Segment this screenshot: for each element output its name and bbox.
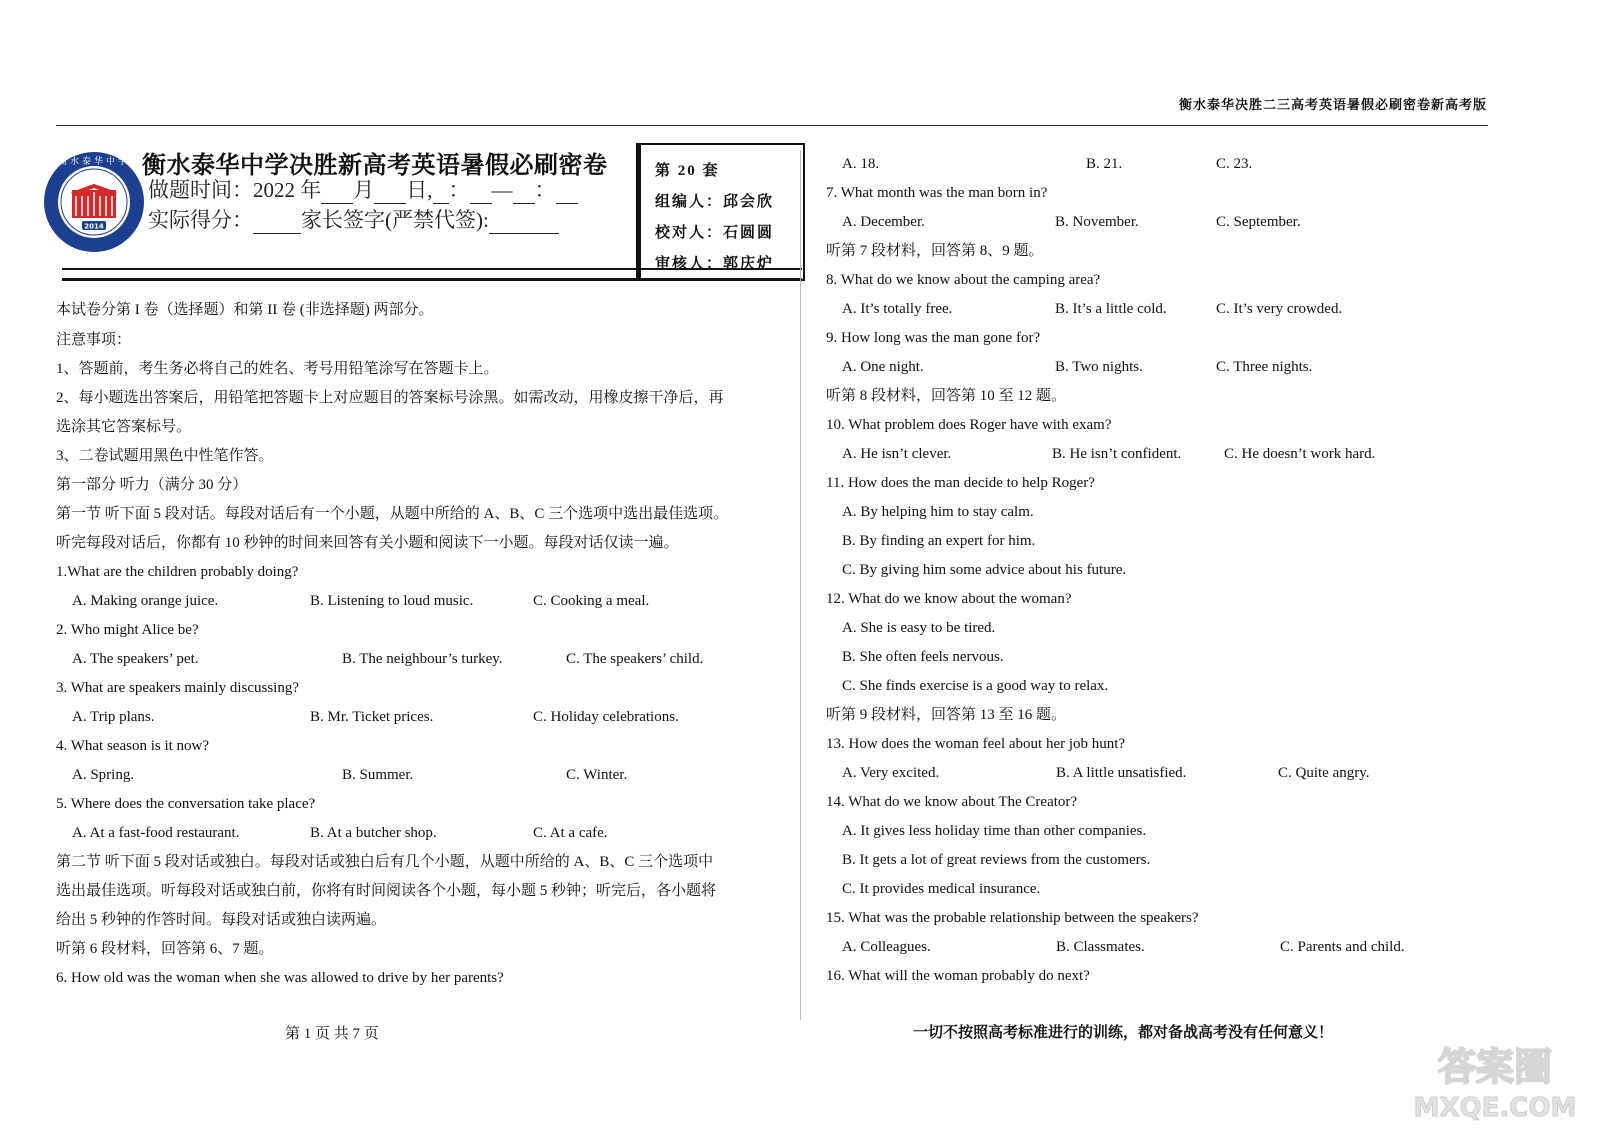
option-a: A. It’s totally free. bbox=[842, 301, 953, 317]
section-heading: 听第 8 段材料，回答第 10 至 12 题。 bbox=[826, 388, 1067, 404]
section-heading: 听第 6 段材料，回答第 6、7 题。 bbox=[56, 941, 274, 957]
option-b: B. She often feels nervous. bbox=[842, 649, 1004, 665]
question: 5. Where does the conversation take place? bbox=[56, 796, 316, 812]
option-a: A. He isn’t clever. bbox=[842, 446, 952, 462]
exam-title: 衡水泰华中学决胜新高考英语暑假必刷密卷 bbox=[142, 153, 608, 179]
option-b: B. 21. bbox=[1086, 156, 1123, 172]
instruction-line: 3、二卷试题用黑色中性笔作答。 bbox=[56, 448, 274, 464]
option-b: B. Listening to loud music. bbox=[310, 593, 474, 609]
option-a: A. Colleagues. bbox=[842, 939, 931, 955]
option-a: A. Trip plans. bbox=[72, 709, 155, 725]
time-line: 做题时间：2022 年 月 日, ： — ： bbox=[148, 174, 578, 204]
instruction-line: 本试卷分第 I 卷（选择题）和第 II 卷 (非选择题) 两部分。 bbox=[56, 302, 434, 318]
option-a: A. Making orange juice. bbox=[72, 593, 219, 609]
option-c: C. She finds exercise is a good way to relax. bbox=[842, 678, 1109, 694]
question: 1.What are the children probably doing? bbox=[56, 564, 299, 580]
option-c: C. 23. bbox=[1216, 156, 1253, 172]
column-divider bbox=[800, 150, 801, 1020]
footer-motto: 一切不按照高考标准进行的训练，都对备战高考没有任何意义！ bbox=[913, 1025, 1334, 1041]
header-double-rule bbox=[62, 268, 802, 281]
question: 7. What month was the man born in? bbox=[826, 185, 1048, 201]
option-a: A. She is easy to be tired. bbox=[842, 620, 996, 636]
option-b: B. At a butcher shop. bbox=[310, 825, 437, 841]
question: 9. How long was the man gone for? bbox=[826, 330, 1041, 346]
question: 6. How old was the woman when she was allowed to drive by her parents? bbox=[56, 970, 504, 986]
instruction-line: 听完每段对话后，你都有 10 秒钟的时间来回答有关小题和阅读下一小题。每段对话仅读一遍。 bbox=[56, 535, 679, 551]
instruction-line: 1、答题前，考生务必将自己的姓名、考号用铅笔涂写在答题卡上。 bbox=[56, 361, 499, 377]
instruction-line: 注意事项： bbox=[56, 332, 132, 348]
option-c: C. He doesn’t work hard. bbox=[1224, 446, 1376, 462]
option-c: C. Winter. bbox=[566, 767, 628, 783]
svg-text:2014: 2014 bbox=[84, 222, 104, 231]
option-c: C. Holiday celebrations. bbox=[533, 709, 679, 725]
instruction-line: 选出最佳选项。听每段对话或独白前，你将有时间阅读各个小题，每小题 5 秒钟；听完后，各小题将 bbox=[56, 883, 717, 899]
question: 13. How does the woman feel about her job hunt? bbox=[826, 736, 1126, 752]
option-c: C. Quite angry. bbox=[1278, 765, 1370, 781]
info-box bbox=[639, 143, 805, 281]
option-c: C. Parents and child. bbox=[1280, 939, 1405, 955]
option-b: B. He isn’t confident. bbox=[1052, 446, 1182, 462]
option-a: A. Very excited. bbox=[842, 765, 940, 781]
instruction-line: 第一节 听下面 5 段对话。每段对话后有一个小题，从题中所给的 A、B、C 三个选项中选出最佳选项。 bbox=[56, 506, 729, 522]
instruction-line: 选涂其它答案标号。 bbox=[56, 419, 192, 435]
instruction-line: 第二节 听下面 5 段对话或独白。每段对话或独白后有几个小题，从题中所给的 A、B、C 三个选项中 bbox=[56, 854, 714, 870]
question: 10. What problem does Roger have with exam? bbox=[826, 417, 1112, 433]
instruction-line: 给出 5 秒钟的作答时间。每段对话或独白读两遍。 bbox=[56, 912, 387, 928]
question: 3. What are speakers mainly discussing? bbox=[56, 680, 299, 696]
option-c: C. It’s very crowded. bbox=[1216, 301, 1343, 317]
option-a: A. December. bbox=[842, 214, 925, 230]
option-a: A. One night. bbox=[842, 359, 924, 375]
option-c: C. Cooking a meal. bbox=[533, 593, 650, 609]
watermark-logo bbox=[1411, 1036, 1579, 1124]
svg-text:答案圈: 答案圈 bbox=[1437, 1045, 1553, 1089]
svg-text:MXQE.COM: MXQE.COM bbox=[1413, 1093, 1577, 1123]
svg-text:衡水泰华中学: 衡水泰华中学 bbox=[57, 157, 131, 167]
question: 11. How does the man decide to help Roger? bbox=[826, 475, 1095, 491]
option-a: A. It gives less holiday time than other companies. bbox=[842, 823, 1147, 839]
option-c: C. September. bbox=[1216, 214, 1301, 230]
option-b: B. Summer. bbox=[342, 767, 414, 783]
option-c: C. It provides medical insurance. bbox=[842, 881, 1041, 897]
option-b: B. Classmates. bbox=[1056, 939, 1145, 955]
section-heading: 听第 7 段材料，回答第 8、9 题。 bbox=[826, 243, 1044, 259]
editor: 组编人：邱会欣 bbox=[655, 194, 775, 210]
page-number: 第 1 页 共 7 页 bbox=[285, 1026, 379, 1042]
checker: 校对人：石圆圆 bbox=[655, 225, 775, 241]
option-b: B. November. bbox=[1055, 214, 1139, 230]
question: 4. What season is it now? bbox=[56, 738, 210, 754]
option-b: B. A little unsatisfied. bbox=[1056, 765, 1187, 781]
option-a: A. Spring. bbox=[72, 767, 135, 783]
option-a: A. By helping him to stay calm. bbox=[842, 504, 1034, 520]
option-b: B. Two nights. bbox=[1055, 359, 1143, 375]
option-b: B. It gets a lot of great reviews from the customers. bbox=[842, 852, 1151, 868]
option-b: B. Mr. Ticket prices. bbox=[310, 709, 434, 725]
score-line: 实际得分： 家长签字(严禁代签): bbox=[148, 204, 559, 234]
option-c: C. At a cafe. bbox=[533, 825, 608, 841]
question: 15. What was the probable relationship between the speakers? bbox=[826, 910, 1199, 926]
option-a: A. At a fast-food restaurant. bbox=[72, 825, 240, 841]
school-logo bbox=[42, 150, 146, 254]
question: 2. Who might Alice be? bbox=[56, 622, 199, 638]
question: 14. What do we know about The Creator? bbox=[826, 794, 1078, 810]
option-c: C. Three nights. bbox=[1216, 359, 1313, 375]
section-heading: 听第 9 段材料，回答第 13 至 16 题。 bbox=[826, 707, 1067, 723]
running-header: 衡水泰华决胜二三高考英语暑假必刷密卷新高考版 bbox=[1178, 97, 1487, 112]
reviewer: 审核人：郭庆炉 bbox=[655, 256, 775, 272]
option-b: B. By finding an expert for him. bbox=[842, 533, 1036, 549]
question: 8. What do we know about the camping area? bbox=[826, 272, 1101, 288]
option-b: B. The neighbour’s turkey. bbox=[342, 651, 503, 667]
question: 16. What will the woman probably do next? bbox=[826, 968, 1090, 984]
option-a: A. 18. bbox=[842, 156, 880, 172]
header-rule bbox=[56, 125, 1488, 126]
option-c: C. By giving him some advice about his future. bbox=[842, 562, 1127, 578]
instruction-line: 2、每小题选出答案后，用铅笔把答题卡上对应题目的答案标号涂黑。如需改动，用橡皮擦干净后，再 bbox=[56, 390, 724, 406]
option-b: B. It’s a little cold. bbox=[1055, 301, 1167, 317]
option-a: A. The speakers’ pet. bbox=[72, 651, 199, 667]
option-c: C. The speakers’ child. bbox=[566, 651, 704, 667]
section-heading: 第一部分 听力（满分 30 分） bbox=[56, 477, 248, 493]
set-number: 第 20 套 bbox=[655, 163, 720, 179]
question: 12. What do we know about the woman? bbox=[826, 591, 1072, 607]
